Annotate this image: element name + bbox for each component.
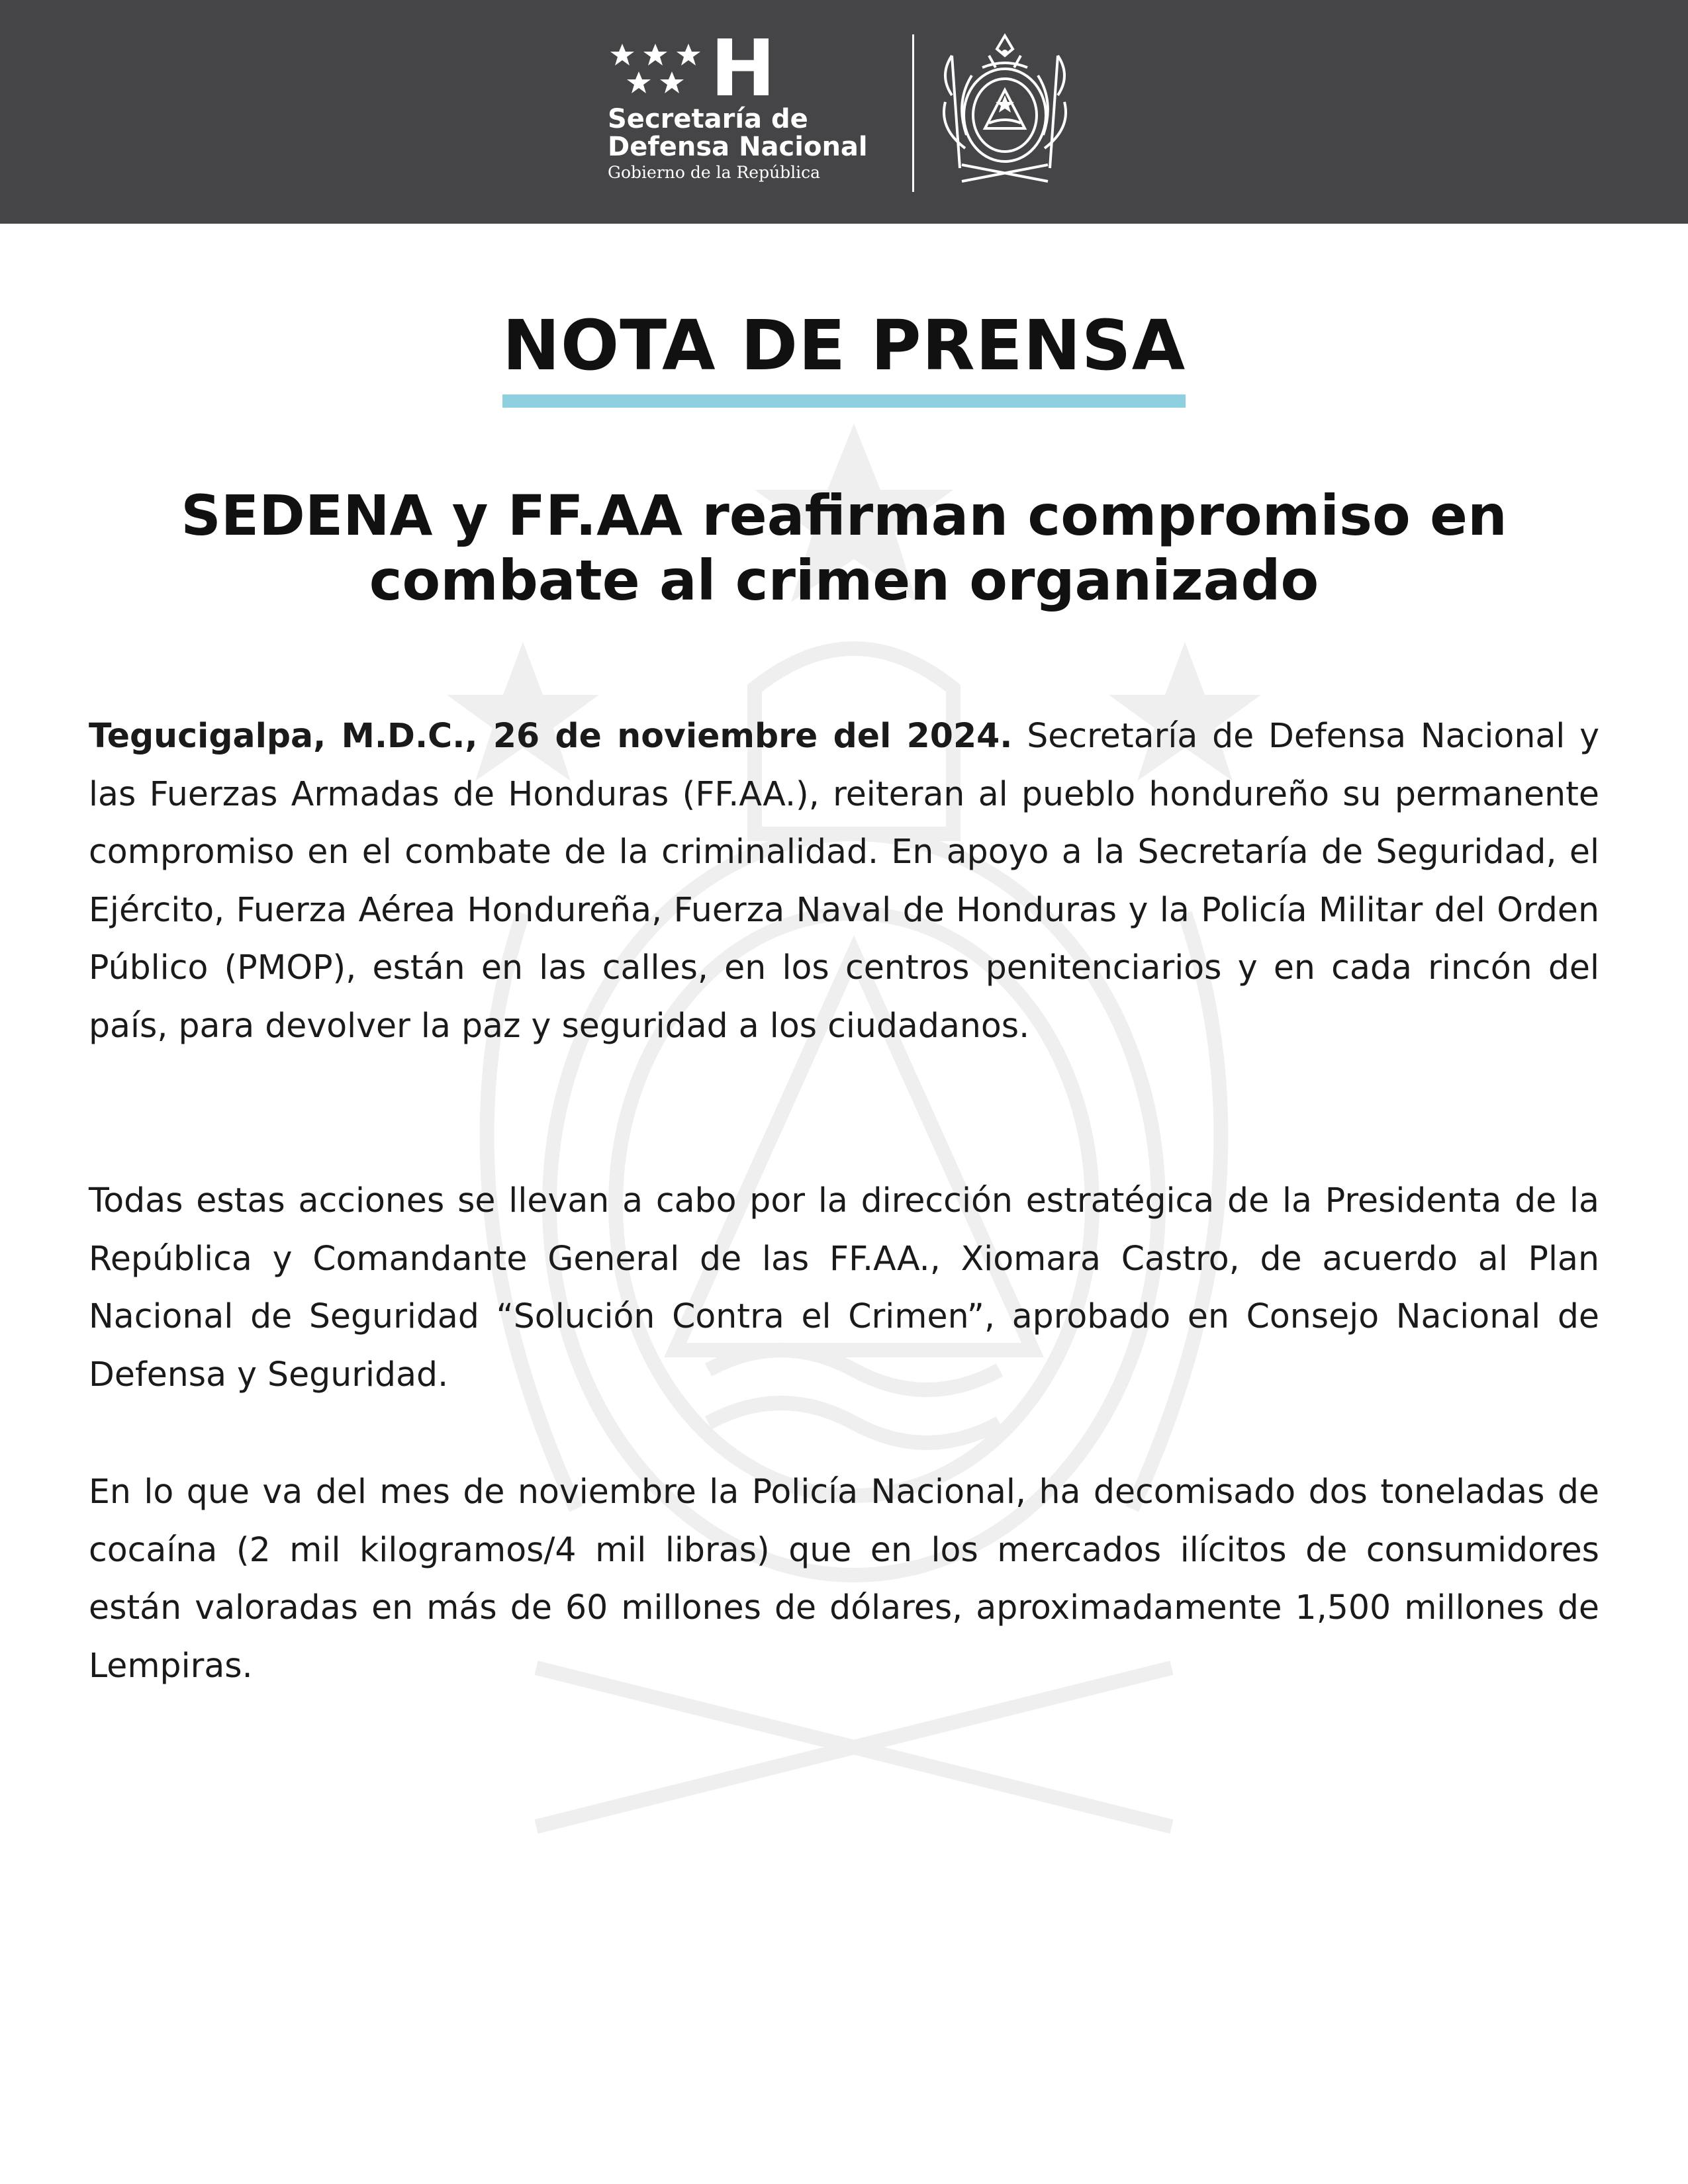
header-banner <box>0 0 1688 224</box>
headline-line-1: SEDENA y FF.AA reafirman compromiso en <box>181 483 1507 548</box>
brand-line-gobierno: Gobierno de la República <box>608 163 821 182</box>
headline <box>66 483 1622 613</box>
sedena-logo <box>608 23 906 193</box>
paragraph-1-text: Secretaría de Defensa Nacional y las Fuerzas Armadas de Honduras (FF.AA.), reiteran al pueblo hondureño su permanente compromiso en el combate de la criminalidad. En apoyo a la Secretaría de Seguridad, el Ejército, Fuerza Aérea Hondureña, Fuerza Naval de Honduras y la Policía Militar del Orden Público (PMOP), están en las calles, en los centros penitenciarios y en cada rincón del país, para devolver la paz y seguridad a los ciudadanos. <box>89 716 1599 1045</box>
headline-line-2: combate al crimen organizado <box>369 548 1319 613</box>
paragraph-1 <box>89 707 1599 1054</box>
paragraph-3: En lo que va del mes de noviembre la Policía Nacional, ha decomisado dos toneladas de cocaína (2 mil kilogramos/4 mil libras) que en los mercados ilícitos de consumidores están valoradas en más de 60 millones de dólares, aproximadamente 1,500 millones de Lempiras. <box>89 1472 1599 1685</box>
header-divider <box>912 34 914 192</box>
nota-de-prensa-title: NOTA DE PRENSA <box>502 306 1186 408</box>
coat-of-arms-icon <box>925 29 1084 195</box>
brand-line-secretaria: Secretaría de <box>608 104 808 134</box>
document-label <box>0 306 1688 408</box>
dateline: Tegucigalpa, M.D.C., 26 de noviembre del 2024. <box>89 716 1013 755</box>
paragraph-2: Todas estas acciones se llevan a cabo por la dirección estratégica de la Presidenta de la República y Comandante General de las FF.AA., Xiomara Castro, de acuerdo al Plan Nacional de Seguridad “Solución Contra el Crimen”, aprobado en Consejo Nacional de Defensa y Seguridad. <box>89 1181 1599 1394</box>
brand-line-defensa: Defensa Nacional <box>608 132 868 162</box>
stars-icon <box>608 38 707 99</box>
brand-h-letter: H <box>710 23 776 114</box>
